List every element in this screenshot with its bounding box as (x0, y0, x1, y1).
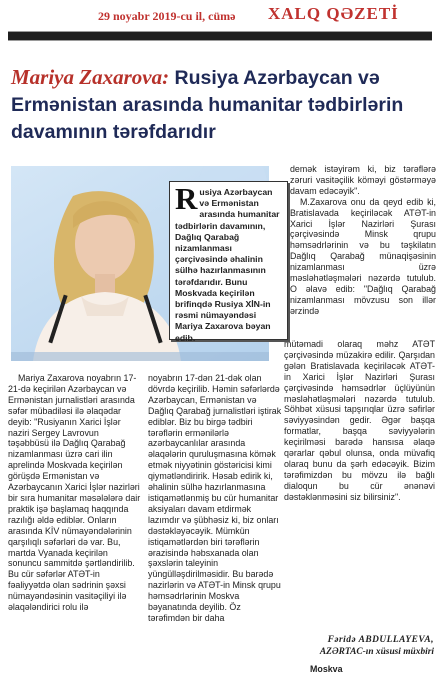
paragraph: Mariya Zaxarova noyabrın 17-21-də keçirilən Azərbaycan və Ermənistan jurnalistləri arasında səfər mübadiləsi ilə əlaqədar deyib: "Rusiyanın Xarici İşlər naziri Sergey Lavrovun təşəbbüsü ilə Dağlıq Qarabağ nizamlanması üzrə cari ilin aprelində Moskvada keçirilən görüşdə Ermənistan və Azərbaycanın Xarici İşlər nazirləri bir sıra humanitar məsələlərə dair praktik işə başlamaq haqqında razılığı əldə ediblər. Onların arasında KİV nümayəndələrinin qarşılıqlı səfərləri də var. Bu, martda Vyanada keçirilən sonuncu sammitdə şərtləndirilib. Bu cür səfərlər ATƏT-in fəaliyyətdə olan sədrinin şəxsi nümayəndəsinin vasitəçiliyi ilə əlaqələndirici rolu ilə (8, 373, 141, 613)
paragraph: noyabrın 17-dən 21-dək olan dövrdə keçirilib. Həmin səfərlərdə Azərbaycan, Ermənistan və Dağlıq Qarabağ jurnalistləri iştirak ediblər. Biz bu birgə tədbiri tərəflərin ermənilərlə azərbaycanlılar arasında əlaqələrin quruluşmasına kömək etmək niyyətinin göstəricisi kimi qiymətləndiririk. Həsab edirik ki, əhalinin sülhə hazırlanmasına istiqamətlənmiş bu cür humanitar aksiyaları davam etdirmək lazımdır və şübhəsiz ki, biz onları dəstəkləyəcəyik. Mümkün istiqamətlərdən biri tərəflərin ərazisində həbsxanada olan şəxslərin taleyinin yüngülləşdirilməsidir. Bu barədə nazirlərin və ATƏT-in Minsk qrupu həmsədrlərinin Moskva bəyanatında deyilib. Öz tərəfimdən bir daha (148, 373, 282, 623)
column-middle (148, 373, 282, 624)
column-right-top (290, 164, 436, 317)
author-name: Fəridə ABDULLAYEVA, (327, 635, 434, 645)
drop-cap: R (175, 181, 198, 216)
lead-text: usiya Azərbaycan və Ermənistan arasında humanitar tədbirlərin davamının, Dağlıq Qarabağ nizamlanması çərçivəsində əhalinin sülhə hazırlanmasının tərəfdarıdır. Bunu Moskvada keçirilən brifinqdə Rusiya XİN-in rəsmi nümayəndəsi Mariya Zaxarova bəyan edib. (175, 187, 280, 343)
author-byline (288, 634, 434, 658)
paragraph: mütəmadi olaraq məhz ATƏT çərçivəsində müzakirə edilir. Qarşıdan gələn Bratislavada keçiriləcək ATƏT-in Xarici İşlər Nazirləri Şurası çərçivəsində həmsədrlər üçlüyünün məsləhətləşmələri nəzərdə tutulub. Söhbət xüsusi tapşırıqlar üzrə səfirlər səviyyəsindən gedir. Əgər başqa formatlar, başqa səviyyələrin keçirilməsi barədə hansısa əlaqə qərarlar qəbul olunsa, onda müvafiq olaraq bunu da şərh edəcəyik. Bizim tərəfimizdən bu mövzu ilə bağlı dialoqun bu cür ənənəvi dəstəklənməsini siz bilirsiniz". (284, 339, 435, 502)
issue-date: 29 noyabr 2019-cu il, cümə (98, 9, 236, 23)
paragraph: demək istəyirəm ki, biz tərəflərə zəruri vasitəçilik köməyi göstərməyə davam edəcəyik". (290, 164, 436, 196)
paragraph: M.Zaxarova onu da qeyd edib ki, Bratislavada keçiriləcək ATƏT-in Xarici İşlər Nazirləri Şurası çərçivəsində Minsk qrupu həmsədrlərinin və bu təşkilatın Dağlıq Qarabağ münaqişəsinin nizamlanması üzrə məsləhətləşmələri nəzərdə tutulub. O əlavə edib: "Dağlıq Qarabağ nizamlanması mövzusu son illər ərzində (290, 196, 436, 316)
newspaper-title: XALQ QƏZETİ (268, 4, 399, 23)
headline-speaker: Mariya Zaxarova: (11, 65, 170, 89)
headline (11, 64, 431, 146)
column-left (8, 373, 141, 613)
lead-box (169, 181, 288, 343)
author-title: AZƏRTAC-ın xüsusi müxbiri (319, 647, 434, 657)
header-rule (8, 30, 432, 41)
dateline: Moskva (310, 664, 343, 674)
headline-text: Rusiya Azərbaycan və Ermənistan arasında humanitar tədbirlərin davamının tərəfdarıdır (11, 67, 404, 143)
column-right-lower (284, 339, 435, 503)
